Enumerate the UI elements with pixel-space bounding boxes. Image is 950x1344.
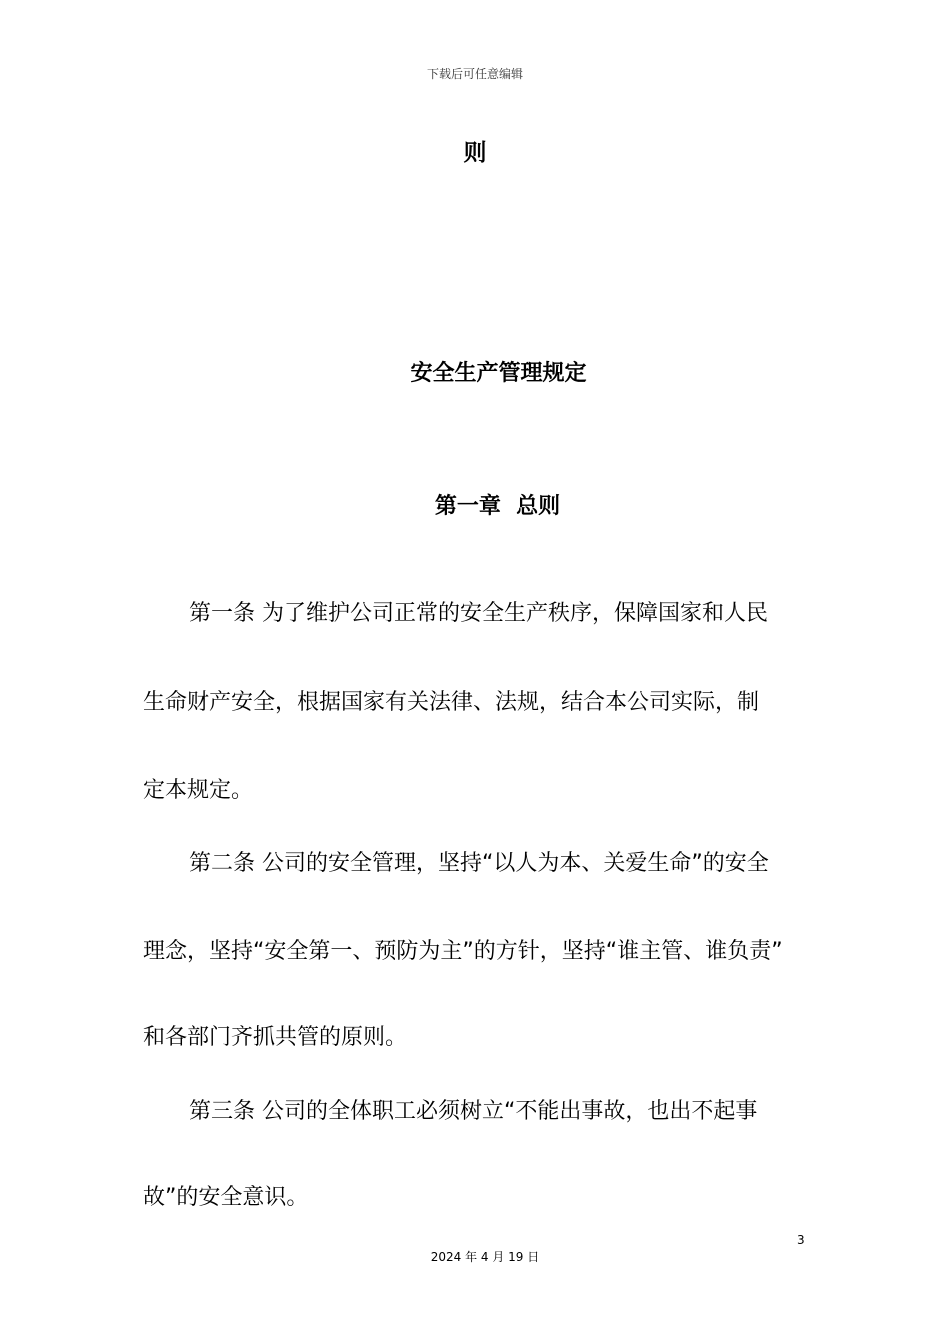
article-line: 第一条 为了维护公司正常的安全生产秩序，保障国家和人民 <box>189 601 768 626</box>
article-line: 和各部门齐抓共管的原则。 <box>143 1025 408 1050</box>
article-line: 第二条 公司的安全管理，坚持“以人为本、关爱生命”的安全 <box>189 851 769 876</box>
chapter-heading <box>0 489 950 520</box>
article-line: 第三条 公司的全体职工必须树立“不能出事故，也出不起事 <box>189 1099 758 1124</box>
footer-date: 2024 年 4 月 19 日 <box>430 1250 540 1264</box>
article-line: 生命财产安全，根据国家有关法律、法规，结合本公司实际，制 <box>143 690 760 715</box>
article-line: 理念，坚持“安全第一、预防为主”的方针，坚持“谁主管、谁负责” <box>143 939 783 964</box>
page-header-note: 下载后可任意编辑 <box>426 67 523 81</box>
article-line: 故”的安全意识。 <box>143 1185 309 1210</box>
document-title: 安全生产管理规定 <box>410 361 587 386</box>
page-number: 3 <box>797 1233 805 1247</box>
article-line: 定本规定。 <box>143 778 254 803</box>
section-title-fragment: 则 <box>463 140 487 166</box>
chapter-number: 第一章 <box>434 494 501 519</box>
chapter-name: 总则 <box>516 494 561 519</box>
